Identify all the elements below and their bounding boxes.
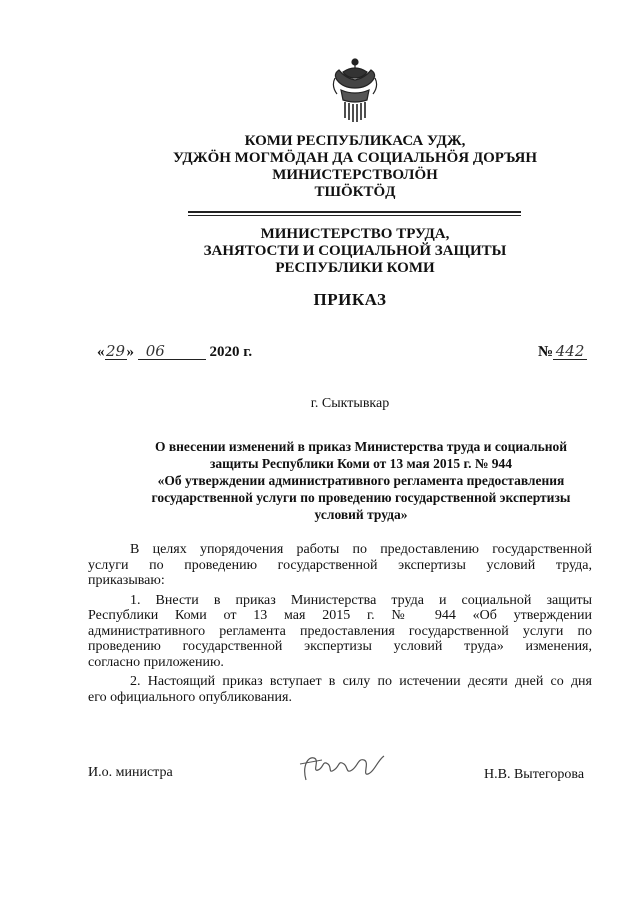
body-line: проведению государственной экспертизы условий труда» изменения, <box>88 639 592 654</box>
date-open-quote: « <box>97 344 105 360</box>
header-divider <box>188 211 521 213</box>
number-prefix: № <box>538 344 554 360</box>
title-line: О внесении изменений в приказ Министерства труда и социальной <box>154 439 568 454</box>
title-line: государственной услуги по проведению государственной экспертизы <box>151 490 571 505</box>
body-line: согласно приложению. <box>88 654 224 670</box>
date-month: 06 <box>138 343 206 360</box>
document-city: г. Сыктывкар <box>310 396 390 411</box>
body-line: 2. Настоящий приказ вступает в силу по истечении десяти дней со дня <box>130 674 592 689</box>
body-line: его официального опубликования. <box>88 689 292 705</box>
date-year: 2020 г. <box>209 344 253 360</box>
title-line: условий труда» <box>314 507 408 522</box>
header-russian-line: ЗАНЯТОСТИ И СОЦИАЛЬНОЙ ЗАЩИТЫ <box>203 243 507 259</box>
title-line: защиты Республики Коми от 13 мая 2015 г. № 944 <box>209 456 513 471</box>
handwritten-signature <box>292 750 392 786</box>
document-title <box>96 438 626 523</box>
document-type: ПРИКАЗ <box>313 290 387 309</box>
header-divider-thin <box>188 215 521 216</box>
date-close-quote: » <box>126 344 134 360</box>
header-russian-line: РЕСПУБЛИКИ КОМИ <box>275 260 435 276</box>
document-number <box>538 343 587 361</box>
header-komi-line: УДЖÖН МОГМÖДАН ДА СОЦИАЛЬНÖЯ ДОРЪЯН <box>172 150 538 166</box>
body-line: 1. Внести в приказ Министерства труда и социальной защиты <box>130 592 592 608</box>
header-komi-line: МИНИСТЕРСТВОЛÖН <box>272 167 438 183</box>
body-line: услуги по проведению государственной экспертизы условий труда, <box>88 557 592 573</box>
header-komi-line: КОМИ РЕСПУБЛИКАСА УДЖ, <box>244 133 466 149</box>
signature-role: И.о. министра <box>88 765 173 780</box>
header-russian-line: МИНИСТЕРСТВО ТРУДА, <box>260 226 450 242</box>
document-body <box>88 542 592 705</box>
body-line: приказываю: <box>88 573 165 588</box>
komi-republic-emblem-icon <box>331 56 379 124</box>
date-day: 29 <box>105 342 126 360</box>
number-value: 442 <box>553 343 587 360</box>
header-komi-line: ТШÖКТÖД <box>314 184 396 200</box>
header-komi <box>140 133 570 201</box>
title-line: «Об утверждении административного регламента предоставления <box>157 473 565 488</box>
body-line: В целях упорядочения работы по предоставлению государственной <box>130 542 592 557</box>
document-date <box>97 343 252 361</box>
signature-name: Н.В. Вытегорова <box>484 767 585 782</box>
header-russian <box>140 226 570 277</box>
body-line: Республики Коми от 13 мая 2015 г. № 944 «Об утверждении <box>88 608 592 623</box>
body-line: административного регламента предоставления государственной услуги по <box>88 623 592 639</box>
